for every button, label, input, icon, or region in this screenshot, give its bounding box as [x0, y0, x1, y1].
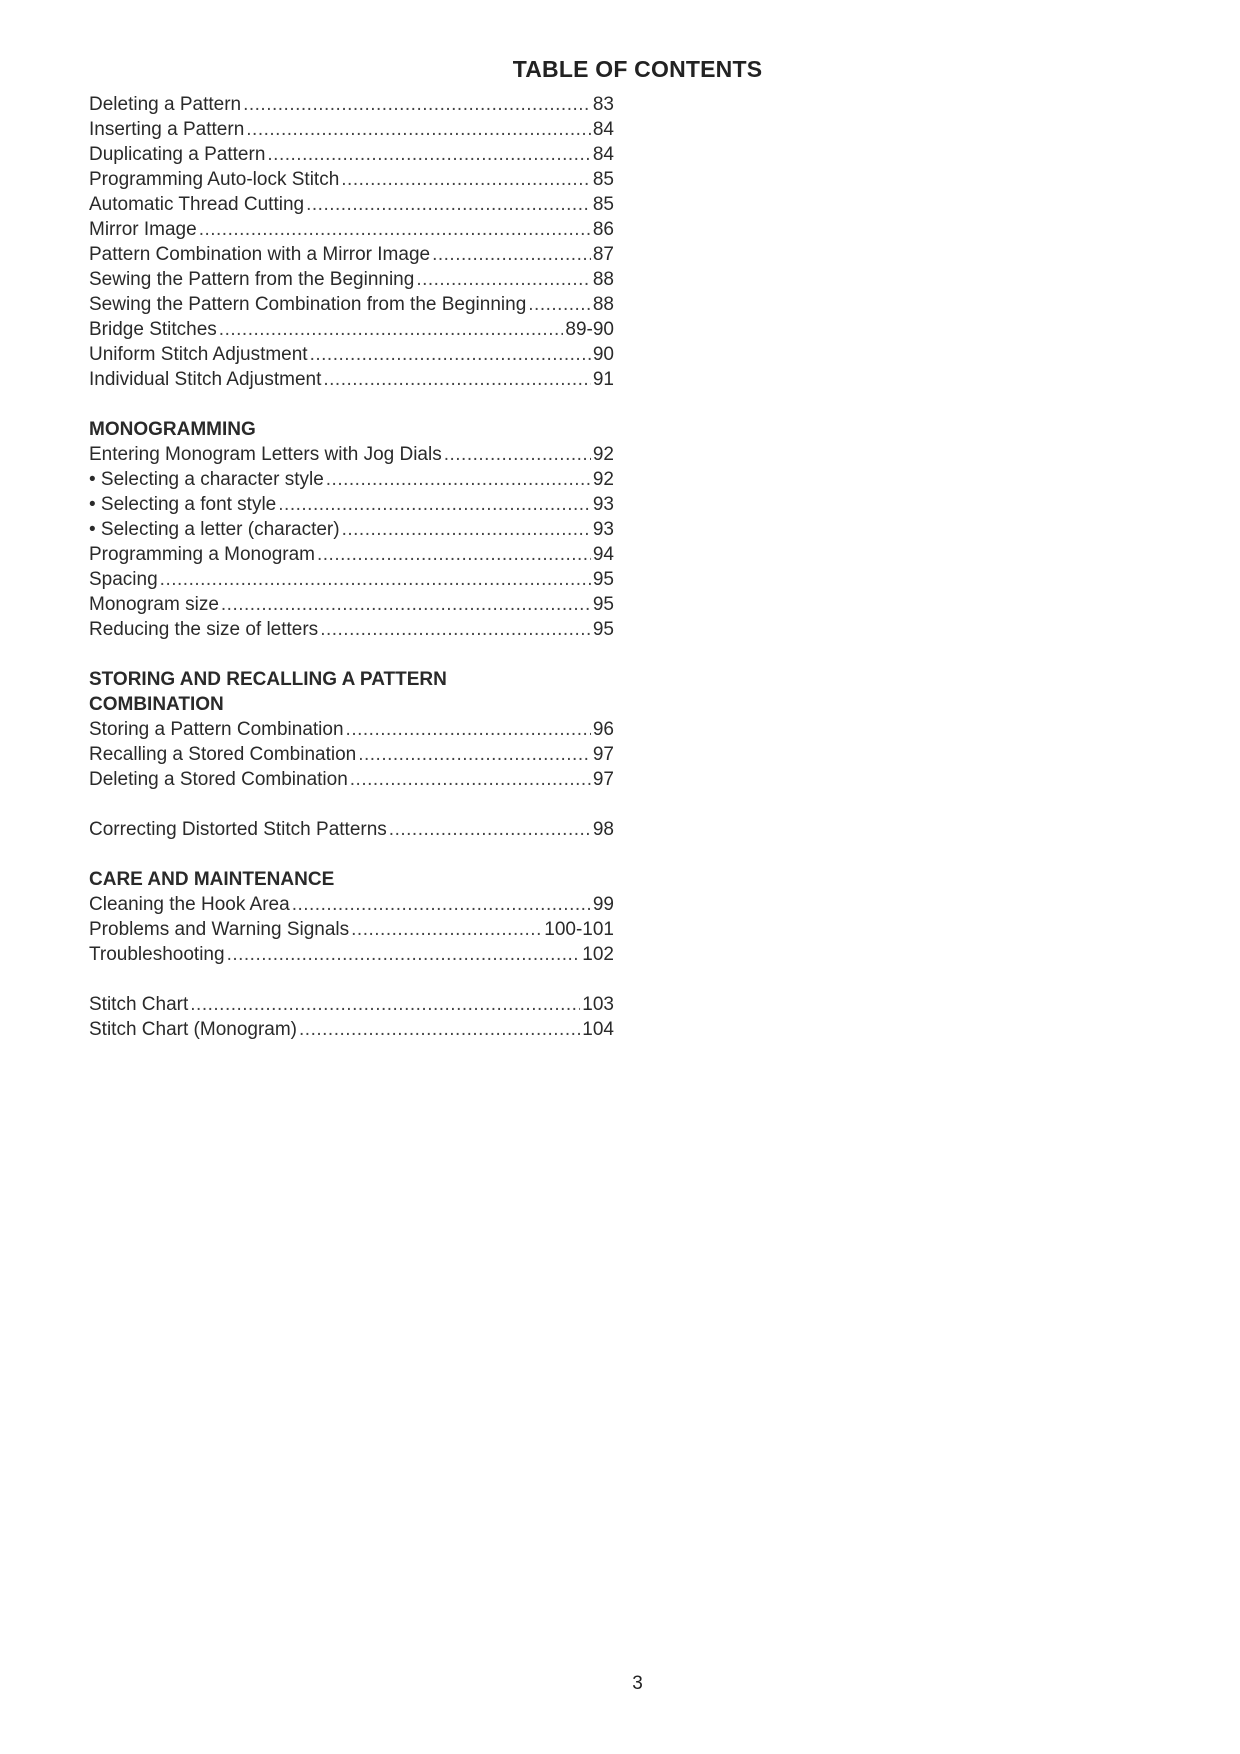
toc-entry-page: 83 [592, 94, 614, 115]
dot-leader [278, 492, 591, 517]
toc-entry-page: 87 [592, 244, 614, 265]
toc-entry[interactable] [89, 217, 614, 242]
section-gap [89, 392, 614, 417]
toc-entry-page: 100-101 [544, 919, 614, 940]
dot-leader [320, 617, 591, 642]
dot-leader [351, 917, 542, 942]
toc-entry-label: • Selecting a letter (character) [89, 519, 340, 540]
table-of-contents [89, 92, 614, 1042]
dot-leader [528, 292, 591, 317]
toc-entry-page: 84 [592, 119, 614, 140]
toc-entry-label: Troubleshooting [89, 944, 225, 965]
toc-entry-page: 85 [592, 169, 614, 190]
toc-entry[interactable] [89, 567, 614, 592]
dot-leader [432, 242, 591, 267]
toc-entry-page: 92 [592, 469, 614, 490]
toc-entry-label: Correcting Distorted Stitch Patterns [89, 819, 387, 840]
toc-entry[interactable] [89, 1017, 614, 1042]
toc-group-charts [89, 992, 614, 1042]
toc-entry[interactable] [89, 917, 614, 942]
dot-leader [326, 467, 591, 492]
dot-leader [306, 192, 591, 217]
section-heading-continued: COMBINATION [89, 694, 224, 715]
toc-entry[interactable] [89, 192, 614, 217]
toc-entry-label: • Selecting a character style [89, 469, 324, 490]
toc-entry[interactable] [89, 517, 614, 542]
toc-entry[interactable] [89, 742, 614, 767]
toc-entry[interactable] [89, 442, 614, 467]
toc-entry-label: Deleting a Pattern [89, 94, 242, 115]
section-heading: MONOGRAMMING [89, 419, 256, 440]
toc-entry-label: Problems and Warning Signals [89, 919, 350, 940]
toc-entry-page: 97 [592, 769, 614, 790]
toc-entry-label: Uniform Stitch Adjustment [89, 344, 308, 365]
toc-entry-page: 92 [592, 444, 614, 465]
dot-leader [227, 942, 581, 967]
toc-group-intro [89, 92, 614, 392]
toc-entry-label: Stitch Chart (Monogram) [89, 1019, 298, 1040]
dot-leader [310, 342, 591, 367]
toc-entry-page: 95 [592, 619, 614, 640]
toc-entry-label: Sewing the Pattern Combination from the Beginning [89, 294, 527, 315]
toc-entry-page: 103 [582, 994, 614, 1015]
toc-entry-page: 85 [592, 194, 614, 215]
toc-entry[interactable] [89, 142, 614, 167]
toc-entry-label: Bridge Stitches [89, 319, 217, 340]
toc-entry-page: 96 [592, 719, 614, 740]
toc-entry-page: 91 [592, 369, 614, 390]
toc-entry-page: 94 [592, 544, 614, 565]
toc-entry[interactable] [89, 367, 614, 392]
toc-entry[interactable] [89, 117, 614, 142]
toc-entry[interactable] [89, 292, 614, 317]
dot-leader [190, 992, 580, 1017]
toc-entry-label: Entering Monogram Letters with Jog Dials [89, 444, 442, 465]
section-gap [89, 967, 614, 992]
dot-leader [346, 717, 591, 742]
toc-entry-page: 90 [592, 344, 614, 365]
toc-entry-label: Individual Stitch Adjustment [89, 369, 322, 390]
toc-entry[interactable] [89, 317, 614, 342]
dot-leader [160, 567, 591, 592]
dot-leader [317, 542, 591, 567]
toc-entry[interactable] [89, 942, 614, 967]
toc-entry-label: Cleaning the Hook Area [89, 894, 290, 915]
toc-entry-label: Storing a Pattern Combination [89, 719, 344, 740]
section-heading: CARE AND MAINTENANCE [89, 869, 335, 890]
toc-entry-label: Mirror Image [89, 219, 197, 240]
toc-entry-label: Spacing [89, 569, 158, 590]
dot-leader [323, 367, 591, 392]
toc-entry-label: Recalling a Stored Combination [89, 744, 357, 765]
toc-entry-label: Programming a Monogram [89, 544, 315, 565]
toc-entry[interactable] [89, 542, 614, 567]
dot-leader [342, 517, 591, 542]
dot-leader [219, 317, 564, 342]
toc-entry-label: Deleting a Stored Combination [89, 769, 348, 790]
toc-entry[interactable] [89, 717, 614, 742]
toc-entry[interactable] [89, 492, 614, 517]
dot-leader [358, 742, 591, 767]
toc-entry[interactable] [89, 592, 614, 617]
toc-entry-page: 98 [592, 819, 614, 840]
toc-section-care [89, 867, 614, 967]
dot-leader [221, 592, 591, 617]
toc-entry[interactable] [89, 267, 614, 292]
toc-entry-page: 95 [592, 569, 614, 590]
toc-entry[interactable] [89, 92, 614, 117]
toc-entry-label: Inserting a Pattern [89, 119, 245, 140]
toc-entry-label: Pattern Combination with a Mirror Image [89, 244, 431, 265]
toc-entry[interactable] [89, 992, 614, 1017]
toc-entry-page: 102 [582, 944, 614, 965]
page-title: TABLE OF CONTENTS [512, 56, 763, 82]
toc-section-monogramming [89, 417, 614, 642]
toc-entry-label: Duplicating a Pattern [89, 144, 266, 165]
dot-leader [416, 267, 591, 292]
toc-entry-page: 88 [592, 294, 614, 315]
dot-leader [341, 167, 591, 192]
toc-entry-label: Reducing the size of letters [89, 619, 319, 640]
toc-entry-page: 104 [582, 1019, 614, 1040]
dot-leader [292, 892, 591, 917]
toc-entry-page: 93 [592, 519, 614, 540]
page-number: 3 [632, 1673, 643, 1694]
toc-entry[interactable] [89, 617, 614, 642]
toc-entry-page: 99 [592, 894, 614, 915]
toc-entry-page: 93 [592, 494, 614, 515]
toc-entry[interactable] [89, 817, 614, 842]
toc-entry-page: 88 [592, 269, 614, 290]
dot-leader [246, 117, 591, 142]
toc-entry-page: 86 [592, 219, 614, 240]
dot-leader [243, 92, 591, 117]
section-gap [89, 642, 614, 667]
toc-entry[interactable] [89, 167, 614, 192]
toc-entry-page: 84 [592, 144, 614, 165]
toc-entry[interactable] [89, 467, 614, 492]
dot-leader [267, 142, 590, 167]
toc-entry-page: 95 [592, 594, 614, 615]
toc-entry-label: • Selecting a font style [89, 494, 277, 515]
toc-entry[interactable] [89, 242, 614, 267]
dot-leader [299, 1017, 580, 1042]
section-gap [89, 792, 614, 817]
dot-leader [389, 817, 591, 842]
toc-entry[interactable] [89, 767, 614, 792]
dot-leader [199, 217, 591, 242]
section-heading: STORING AND RECALLING A PATTERN [89, 669, 447, 690]
toc-entry[interactable] [89, 892, 614, 917]
toc-entry-page: 89-90 [565, 319, 614, 340]
dot-leader [350, 767, 591, 792]
toc-entry-label: Automatic Thread Cutting [89, 194, 305, 215]
toc-entry[interactable] [89, 342, 614, 367]
toc-entry-label: Stitch Chart [89, 994, 189, 1015]
toc-section-storing [89, 667, 614, 792]
dot-leader [444, 442, 591, 467]
toc-entry-page: 97 [592, 744, 614, 765]
toc-entry-label: Monogram size [89, 594, 219, 615]
section-gap [89, 842, 614, 867]
toc-entry-label: Sewing the Pattern from the Beginning [89, 269, 415, 290]
toc-entry-label: Programming Auto-lock Stitch [89, 169, 340, 190]
